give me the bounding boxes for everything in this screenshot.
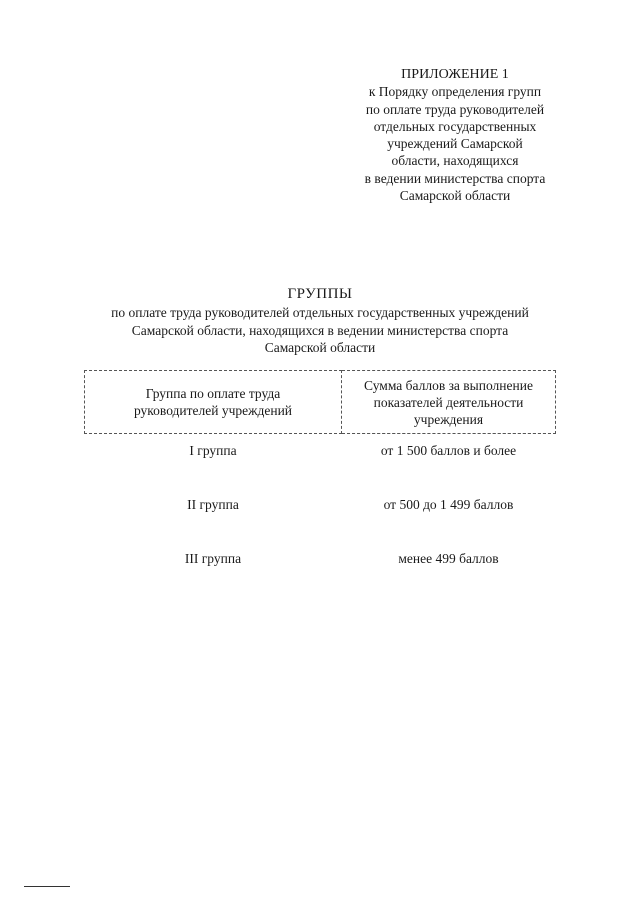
header-points <box>342 371 556 434</box>
table-row <box>85 434 556 489</box>
document-subtitle-line: Самарской области, находящихся в ведении министерства спорта <box>131 322 509 338</box>
document-subtitle-line: по оплате труда руководителей отдельных государственных учреждений <box>111 305 529 320</box>
footer-rule <box>24 886 70 887</box>
appendix-line: в ведении министерства спорта <box>364 170 546 186</box>
header-group-line: Группа по оплате труда <box>145 386 281 401</box>
points-cell: от 1 500 баллов и более <box>380 443 517 458</box>
table-row <box>85 488 556 542</box>
appendix-line: учреждений Самарской <box>387 136 523 152</box>
header-points-line: учреждения <box>413 411 484 427</box>
group-cell: III группа <box>184 551 242 566</box>
table-row <box>85 542 556 596</box>
document-subtitle-line: Самарской области <box>264 340 376 355</box>
header-points-line: показателей деятельности <box>373 394 524 410</box>
document-title-block <box>60 285 580 357</box>
document-title: ГРУППЫ <box>287 286 353 302</box>
appendix-line: к Порядку определения групп <box>368 84 542 100</box>
appendix-line: области, находящихся <box>391 153 519 169</box>
points-cell: менее 499 баллов <box>398 551 499 566</box>
appendix-line: по оплате труда руководителей <box>365 101 545 117</box>
group-cell: I группа <box>189 443 237 458</box>
appendix-heading: ПРИЛОЖЕНИЕ 1 <box>401 67 509 82</box>
header-group-line: руководителей учреждений <box>133 403 293 418</box>
table-header-row <box>85 371 556 434</box>
header-group <box>85 371 342 434</box>
groups-table <box>84 370 556 596</box>
appendix-line: отдельных государственных <box>373 118 537 134</box>
appendix-block <box>330 66 580 204</box>
header-points-line: Сумма баллов за выполнение <box>364 377 533 393</box>
group-cell: II группа <box>187 497 239 512</box>
points-cell: от 500 до 1 499 баллов <box>383 497 514 512</box>
appendix-line: Самарской области <box>399 188 511 204</box>
